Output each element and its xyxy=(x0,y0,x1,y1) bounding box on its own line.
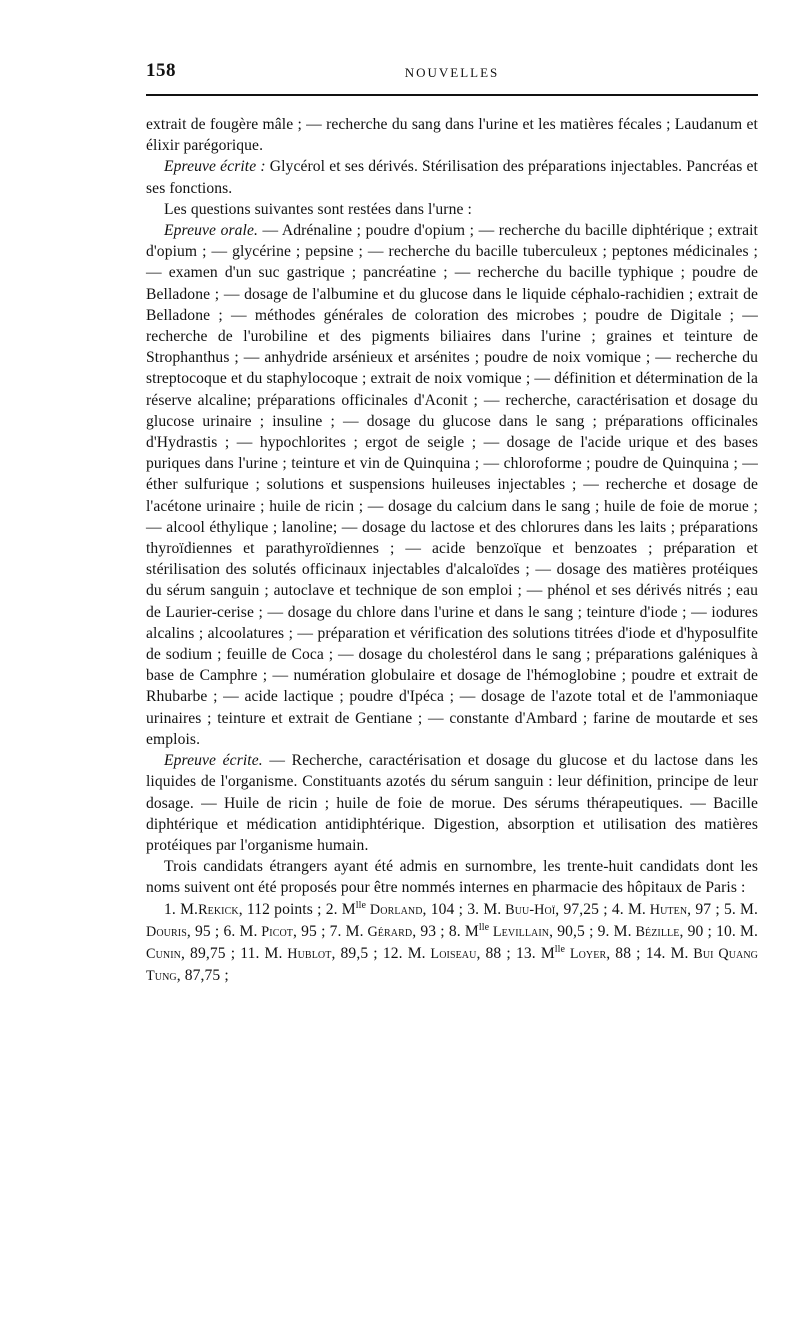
candidate-score: , 90,5 ; xyxy=(549,922,594,940)
candidate-list xyxy=(146,899,758,988)
candidate-rank: 14. M. xyxy=(640,944,689,962)
candidate-name: Buu-Hoï xyxy=(501,901,556,918)
candidate-entry xyxy=(322,901,464,918)
candidate-score: , 89,5 ; xyxy=(331,944,378,962)
candidate-entry xyxy=(326,923,445,940)
candidate-score: , 97 ; xyxy=(687,900,720,918)
candidate-score: , 93 ; xyxy=(412,922,445,940)
paragraph: extrait de fougère mâle ; — recherche du sang dans l'urine et les matières fécales ; Laudanum et élixir parégorique. xyxy=(146,116,758,155)
candidate-score: , 88 ; xyxy=(476,944,511,962)
candidate-rank: 3. M. xyxy=(463,900,502,918)
candidate-rank: 10. M. xyxy=(711,922,759,940)
candidate-name: Douris xyxy=(146,923,187,940)
candidate-rank: 7. M. xyxy=(325,922,364,940)
section-label: Epreuve orale. xyxy=(164,222,258,240)
candidate-name: Levillain xyxy=(489,923,550,940)
candidate-score: , 88 ; xyxy=(606,944,641,962)
paragraph xyxy=(146,156,758,198)
title-superscript: lle xyxy=(554,943,566,955)
candidate-name: Dorland xyxy=(366,901,423,918)
candidate-name: Huten xyxy=(645,901,688,918)
candidate-score: , 112 points ; xyxy=(238,900,322,918)
paragraph xyxy=(146,750,758,856)
candidate-name: Bézille xyxy=(631,923,680,940)
candidate-entry xyxy=(164,901,322,918)
paragraph: Trois candidats étrangers ayant été admis en surnombre, les trente-huit candidats dont les noms suivent ont été proposés pour être nommés internes en pharmacie des hôpitaux de Paris : xyxy=(146,858,758,897)
article-body xyxy=(146,114,758,987)
candidate-entry xyxy=(219,923,325,940)
section-label: Epreuve écrite : xyxy=(164,158,266,176)
candidate-rank: 6. M. xyxy=(219,922,258,940)
page-number: 158 xyxy=(146,60,176,81)
candidate-rank: 4. M. xyxy=(607,900,646,918)
candidate-score: , 95 ; xyxy=(293,922,326,940)
candidate-name: Loiseau xyxy=(425,945,477,962)
candidate-rank: 5. M. xyxy=(719,900,759,918)
candidate-score: , 89,75 ; xyxy=(180,944,236,962)
candidate-rank: 13. M xyxy=(510,944,555,962)
candidate-name: Bui Quang Tung xyxy=(146,945,758,985)
candidate-name: Cunin xyxy=(146,945,181,962)
candidate-score: , 104 ; xyxy=(422,900,464,918)
paragraph xyxy=(146,220,758,750)
candidate-name: Loyer xyxy=(565,945,607,962)
candidate-rank: 11. M. xyxy=(235,944,283,962)
page-header xyxy=(146,60,758,90)
candidate-score: , 95 ; xyxy=(186,922,220,940)
candidate-entry xyxy=(445,923,594,940)
candidate-rank: 2. M xyxy=(321,900,356,918)
section-label: Epreuve écrite. xyxy=(164,752,263,770)
candidate-name: Picot xyxy=(257,923,294,940)
title-superscript: lle xyxy=(478,921,490,933)
title-superscript: lle xyxy=(355,899,367,911)
header-rule xyxy=(146,94,758,96)
candidate-name: Rekick xyxy=(198,901,239,918)
candidate-score: , 90 ; xyxy=(679,922,712,940)
paragraph-text: — Recherche, caractérisation et dosage du glucose et du lactose dans les liquides de l'organisme. Constituants azotés du sérum sanguin : leur définition, principe de leur dosage. — Huile de ricin ; huile de foie de morue. Des sérums thérapeutiques. — Bacille diphtérique et médication antidiphtérique. Digestion, absorption et utilisation des matières protéiques par l'organisme humain. xyxy=(146,752,758,854)
candidate-rank: 9. M. xyxy=(593,922,632,940)
candidate-entry xyxy=(378,945,511,962)
candidate-entry xyxy=(235,945,378,962)
candidate-entry xyxy=(608,901,720,918)
candidate-rank: 1. M. xyxy=(164,900,199,918)
paragraph: Les questions suivantes sont restées dans l'urne : xyxy=(164,200,472,218)
candidate-rank: 8. M xyxy=(444,922,479,940)
candidate-score: , 97,25 ; xyxy=(555,900,608,918)
candidate-entry xyxy=(594,923,712,940)
running-head: NOUVELLES xyxy=(404,65,500,80)
candidate-name: Hublot xyxy=(282,945,332,962)
paragraph-text: — Adrénaline ; poudre d'opium ; — recherche du bacille diphtérique ; extrait d'opium ; — glycérine ; pepsine ; — recherche du bacille tuberculeux ; peptones médicinales ; — examen d'un suc gastrique ; pancréatine ; — recherche du bacille typhique ; poudre de Belladone ; — dosage de l'albumine et du glucose dans le liquide céphalo-rachidien ; extrait de Belladone ; — méthodes générales de coloration des microbes ; poudre de Digitale ; — recherche de l'urobiline et des pigments biliaires dans l'urine ; graines et teinture de Strophanthus ; — anhydride arsénieux et arsénites ; poudre de noix vomique ; — recherche du streptocoque et du staphylocoque ; extrait de noix vomique ; — définition et détermination de la réserve alcaline; préparations officinales d'Aconit ; — recherche, caractérisation et dosage du glucose urinaire ; insuline ; — dosage du glucose dans le sang ; préparations officinales d'Hydrastis ; — hypochlorites ; ergot de seigle ; — dosage de l'acide urique et des bases puriques dans l'urine ; teinture et vin de Quinquina ; — chloroforme ; poudre de Quinquina ; — éther sulfurique ; solutions et suspensions huileuses injectables ; — recherche et dosage de l'acétone urinaire ; huile de ricin ; — dosage du calcium dans le sang ; huile de foie de morue ; — alcool éthylique ; lanoline; — dosage du lactose et des chlorures dans les laits ; préparations thyroïdiennes et parathyroïdiennes ; — acide benzoïque et benzoates ; préparation et stérilisation des solutés officinaux injectables d'alcaloïdes ; — dosage des matières protéiques du sérum sanguin ; autoclave et technique de son emploi ; — phénol et ses dérivés nitrés ; eau de Laurier-cerise ; — dosage du chlore dans l'urine et dans le sang ; teinture d'iode ; — iodures alcalins ; alcoolatures ; — préparation et vérification des solutions titrées d'iode et d'hyposulfite de sodium ; feuille de Coca ; — dosage du cholestérol dans le sang ; préparations galéniques à base de Camphre ; — numération globulaire et dosage de l'hémoglobine ; poudre et extrait de Rhubarbe ; — acide lactique ; poudre d'Ipéca ; — dosage de l'azote total et de l'ammoniaque urinaires ; teinture et extrait de Gentiane ; — constante d'Ambard ; farine de moutarde et ses emplois. xyxy=(146,222,758,748)
candidate-name: Gérard xyxy=(363,923,413,940)
candidate-score: , 87,75 ; xyxy=(176,967,229,985)
candidate-entry xyxy=(511,945,641,962)
candidate-entry xyxy=(463,901,608,918)
candidate-rank: 12. M. xyxy=(377,944,426,962)
paragraph-text: Glycérol et ses dérivés. Stérilisation des préparations injectables. Pancréas et ses fonctions. xyxy=(146,158,758,197)
